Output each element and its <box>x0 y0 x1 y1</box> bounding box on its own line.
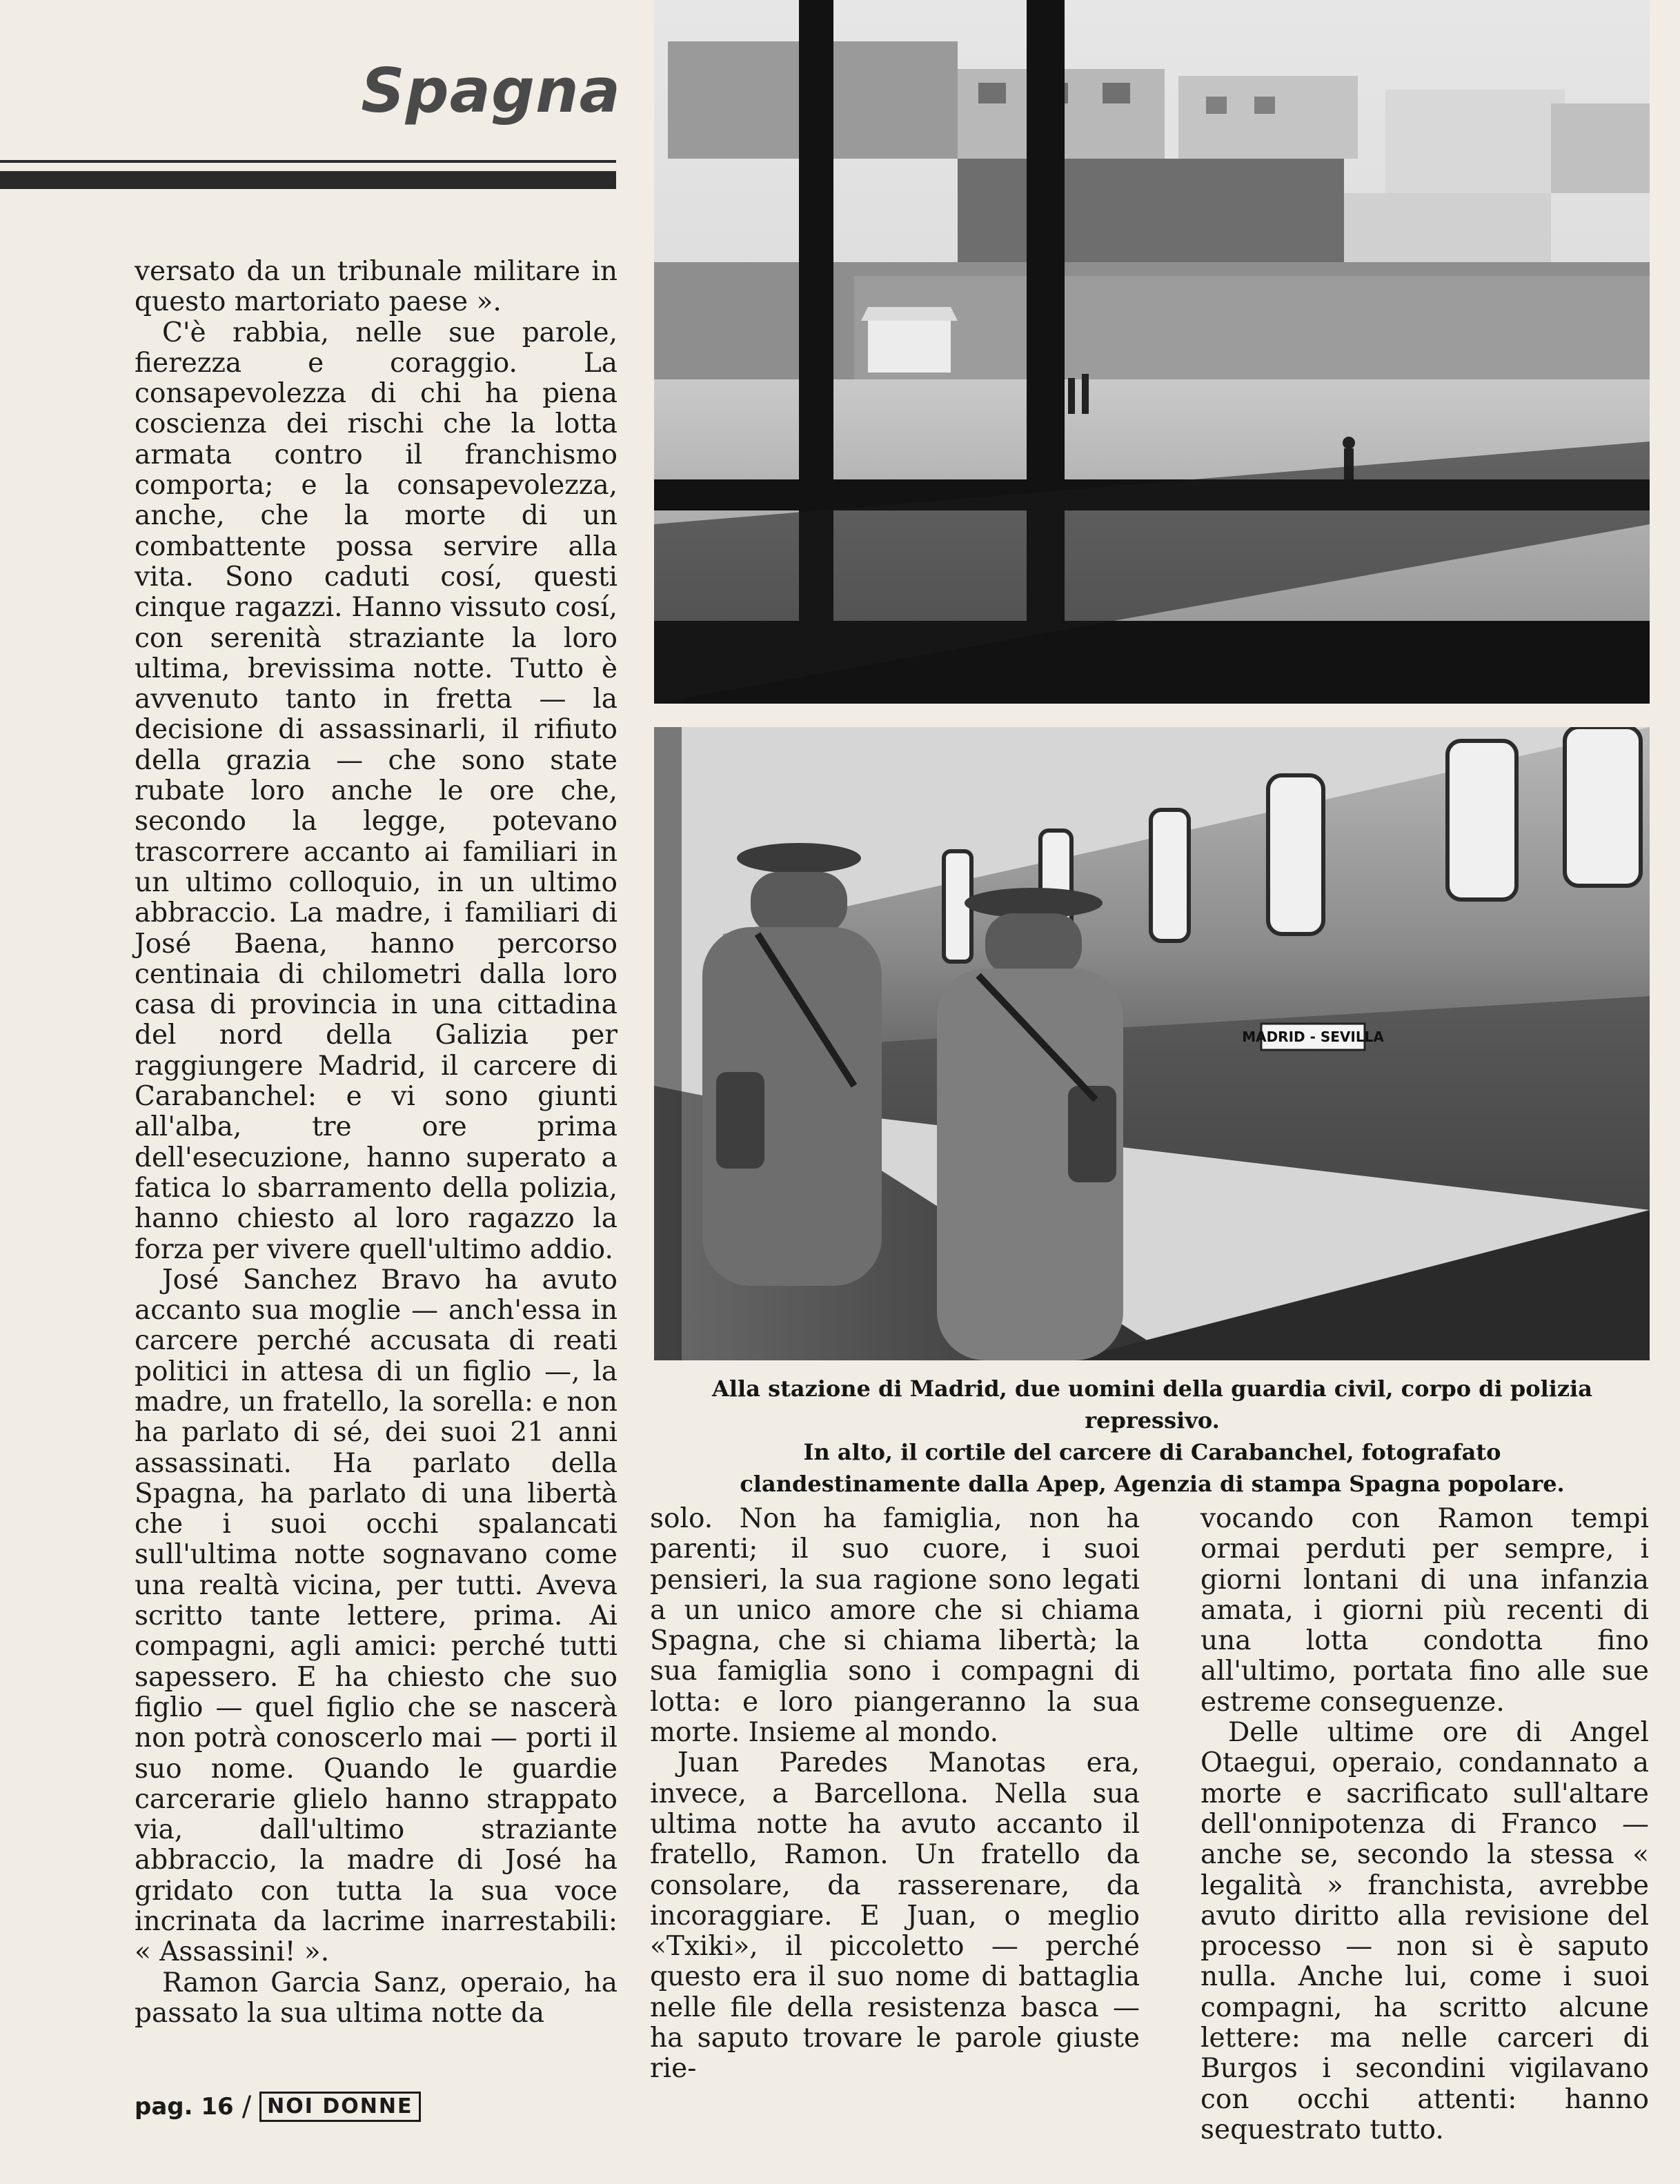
paragraph: vocando con Ramon tempi ormai perduti per sempre, i giorni lontani di una infanzia amata, i giorni più recenti di una lotta condotta fino all'ultimo, portata fino alle sue estreme conseguenze. <box>1200 1503 1649 1718</box>
paragraph: Delle ultime ore di Angel Otaegui, operaio, condannato a morte e sacrificato sull'altare dell'onnipotenza di Franco — anche se, secondo la stessa « legalità » franchista, avrebbe avuto diritto alla revisione del processo — non si è saputo nulla. Anche lui, come i suoi compagni, ha scritto alcune lettere: ma nelle carceri di Burgos i secondini vigilavano con occhi attenti: hanno sequestrato tutto. <box>1200 1717 1649 2145</box>
page-footer <box>135 2089 421 2125</box>
magazine-logo: NOI DONNE <box>259 2092 420 2122</box>
paragraph: Juan Paredes Manotas era, invece, a Barcellona. Nella sua ultima notte ha avuto accanto il fratello, Ramon. Un fratello da consolare, da rasserenare, da incoraggiare. E Juan, o meglio «Txiki», il piccoletto — perché questo era il suo nome di battaglia nelle file della resistenza basca — ha saputo trovare le parole giuste rie- <box>650 1747 1140 2085</box>
paragraph: versato da un tribunale militare in questo martoriato paese ». <box>135 256 617 318</box>
footer-separator: / <box>241 2091 252 2123</box>
section-title: Spagna <box>361 55 621 126</box>
page-number: pag. 16 <box>135 2093 234 2121</box>
prison-courtyard-photo <box>654 0 1650 704</box>
caption-line: Alla stazione di Madrid, due uomini della guardia civil, corpo di polizia repressivo. <box>712 1376 1592 1433</box>
paragraph: José Sanchez Bravo ha avuto accanto sua moglie — anch'essa in carcere perché accusata di reati politici in attesa di un figlio —, la madre, un fratello, la sorella: e non ha parlato di sé, dei suoi 21 anni assassinati. Ha parlato della Spagna, ha parlato di una libertà che i suoi occhi spalancati sull'ultima notte sognavano come una realtà vicina, per tutti. Aveva scritto tante lettere, prima. Ai compagni, agli amici: perché tutti sapessero. E ha chiesto che suo figlio — quel figlio che se nascerà non potrà conoscerlo mai — porti il suo nome. Quando le guardie carcerarie glielo hanno strappato via, dall'ultimo straziante abbraccio, la madre di José ha gridato con tutta la sua voce incrinata da lacrime inarrestabili: « Assassini! ». <box>135 1264 617 1968</box>
paragraph: solo. Non ha famiglia, non ha parenti; il suo cuore, i suoi pensieri, la sua ragione sono legati a un unico amore che si chiama Spagna, che si chiama libertà; la sua famiglia sono i compagni di lotta: e loro piangeranno la sua morte. Insieme al mondo. <box>650 1503 1140 1749</box>
header-rule-thick <box>0 171 616 189</box>
paragraph: Ramon Garcia Sanz, operaio, ha passato la sua ultima notte da <box>135 1967 617 2029</box>
photo-caption <box>642 1373 1663 1500</box>
article-column-2 <box>650 1504 1140 2085</box>
train-station-photo <box>654 727 1650 1360</box>
caption-line: In alto, il cortile del carcere di Carabanchel, fotografato <box>803 1439 1501 1465</box>
caption-line: clandestinamente dalla Apep, Agenzia di stampa Spagna popolare. <box>740 1471 1565 1497</box>
header-rule-thin <box>0 160 616 163</box>
paragraph: C'è rabbia, nelle sue parole, fierezza e coraggio. La consapevolezza di chi ha piena coscienza dei rischi che la lotta armata contro il franchismo comporta; e la consapevolezza, anche, che la morte di un combattente possa servire alla vita. Sono caduti cosí, questi cinque ragazzi. Hanno vissuto cosí, con serenità straziante la loro ultima, brevissima notte. Tutto è avvenuto tanto in fretta — la decisione di assassinarli, il rifiuto della grazia — che sono state rubate loro anche le ore che, secondo la legge, potevano trascorrere accanto ai familiari in un ultimo colloquio, in un ultimo abbraccio. La madre, i familiari di José Baena, hanno percorso centinaia di chilometri dalla loro casa di provincia in una cittadina del nord della Galizia per raggiungere Madrid, il carcere di Carabanchel: e vi sono giunti all'alba, tre ore prima dell'esecuzione, hanno superato a fatica lo sbarramento della polizia, hanno chiesto al loro ragazzo la forza per vivere quell'ultimo addio. <box>135 317 617 1265</box>
article-column-1 <box>135 257 617 2029</box>
article-column-3 <box>1200 1504 1649 2145</box>
train-destination-sign: MADRID - SEVILLA <box>1242 1029 1384 1045</box>
